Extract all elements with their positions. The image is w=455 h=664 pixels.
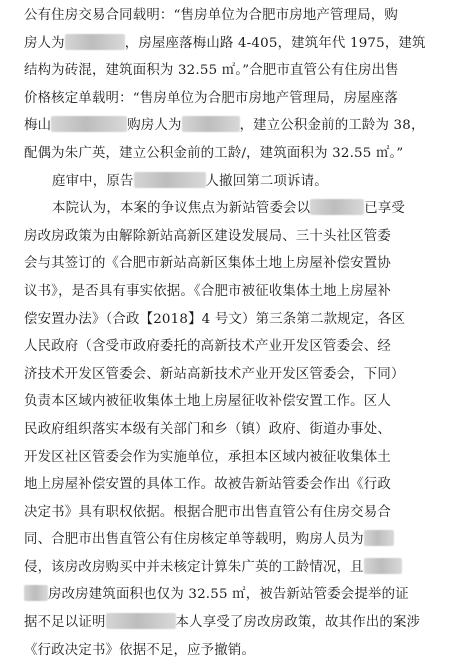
text-segment: 侵，该房改房购买中并未核定计算朱广英的工龄情况，且 xyxy=(24,559,364,575)
text-line xyxy=(24,2,445,30)
text-line xyxy=(24,388,445,416)
text-line xyxy=(24,499,445,527)
redacted-name xyxy=(134,172,206,188)
text-line xyxy=(24,85,445,113)
text-segment: 已享受 xyxy=(364,201,406,217)
text-line xyxy=(24,168,445,196)
text-segment: ，建立公积金前的工龄为 38， xyxy=(239,118,425,134)
redacted-name xyxy=(106,613,176,629)
text-line xyxy=(24,333,445,361)
text-segment: 决定书》具有职权依据。根据合肥市出售直管公有住房交易合 xyxy=(24,504,391,520)
text-line xyxy=(24,195,445,223)
text-line xyxy=(24,526,445,554)
text-segment: 人撤回第二项诉请。 xyxy=(205,173,328,189)
text-segment: 梅山 xyxy=(24,118,52,134)
text-segment: 房改房政策为由解除新站高新区建设发展局、三十头社区管委 xyxy=(24,228,391,244)
text-segment: 房人为 xyxy=(24,35,65,51)
text-line xyxy=(24,416,445,444)
text-line xyxy=(24,306,445,334)
text-line xyxy=(24,444,445,472)
text-line xyxy=(24,223,445,251)
redacted-name xyxy=(65,34,125,50)
text-line xyxy=(24,57,445,85)
text-segment: 议书》，是否具有事实依据。《合肥市被征收集体土地上房屋补 xyxy=(24,283,392,299)
text-line xyxy=(24,30,445,58)
text-segment: 房改房建筑面积也仅为 32.55 ㎡，被告新站管委会提举的证 xyxy=(48,587,409,603)
text-segment: 庭审中，原告 xyxy=(52,173,134,189)
text-segment: ，房屋座落梅山路 4-405，建筑年代 1975，建筑 xyxy=(124,35,426,51)
text-line xyxy=(24,250,445,278)
text-line xyxy=(24,140,445,168)
text-segment: 结构为砖混，建筑面积为 32.55 ㎡。”合肥市直管公有住房出售 xyxy=(24,63,399,79)
text-segment: 《行政决定书》依据不足，应予撤销。 xyxy=(24,642,256,658)
redacted-address xyxy=(51,116,127,132)
text-segment: 本院认为，本案的争议焦点为新站管委会以 xyxy=(52,201,311,217)
text-line xyxy=(24,278,445,306)
text-segment: 同、合肥市出售直管公有住房核定单等载明，购房人员为 xyxy=(24,532,364,548)
text-line xyxy=(24,112,445,140)
text-segment: 公有住房交易合同载明：“售房单位为合肥市房地产管理局，购 xyxy=(24,8,398,23)
redacted-name xyxy=(364,558,402,574)
text-segment: 人民政府（含受市政府委托的高新技术产业开发区管委会、经 xyxy=(24,339,391,355)
text-segment: 地上房屋补偿安置的具体工作。故被告新站管委会作出《行政 xyxy=(24,477,391,493)
text-segment: 济技术开发区管委会、新站高新技术产业开发区管委会，下同） xyxy=(24,366,405,382)
redacted-name xyxy=(310,199,364,215)
text-segment: 配偶为朱广英，建立公积金前的工龄/，建筑面积为 32.55 ㎡。” xyxy=(24,145,404,161)
text-segment: 偿安置办法》（合政【2018】4 号文）第三条第二款规定，各区 xyxy=(24,311,406,327)
text-segment: 负责本区域内被征收集体土地上房屋征收补偿安置工作。区人 xyxy=(24,394,391,410)
redacted-name xyxy=(364,530,394,546)
text-segment: 本人享受了房改房政策，故其作出的案涉 xyxy=(175,615,421,631)
text-line xyxy=(24,637,445,664)
text-line xyxy=(24,609,445,637)
redacted-name xyxy=(182,116,240,132)
text-line xyxy=(24,554,445,582)
text-segment: 开发区社区管委会作为实施单位，承担本区域内被征收集体土 xyxy=(24,449,391,465)
text-segment: 据不足以证明 xyxy=(24,615,106,631)
text-line xyxy=(24,361,445,389)
text-segment: 会与其签订的《合肥市新站高新区集体土地上房屋补偿安置协 xyxy=(24,256,391,272)
redacted-name xyxy=(24,585,48,601)
text-segment: 购房人为 xyxy=(127,118,182,134)
text-segment: 民政府组织落实本级有关部门和乡（镇）政府、街道办事处、 xyxy=(24,421,391,437)
text-line xyxy=(24,581,445,609)
text-line xyxy=(24,471,445,499)
text-segment: 价格核定单载明：“售房单位为合肥市房地产管理局，房屋座落 xyxy=(24,90,398,106)
